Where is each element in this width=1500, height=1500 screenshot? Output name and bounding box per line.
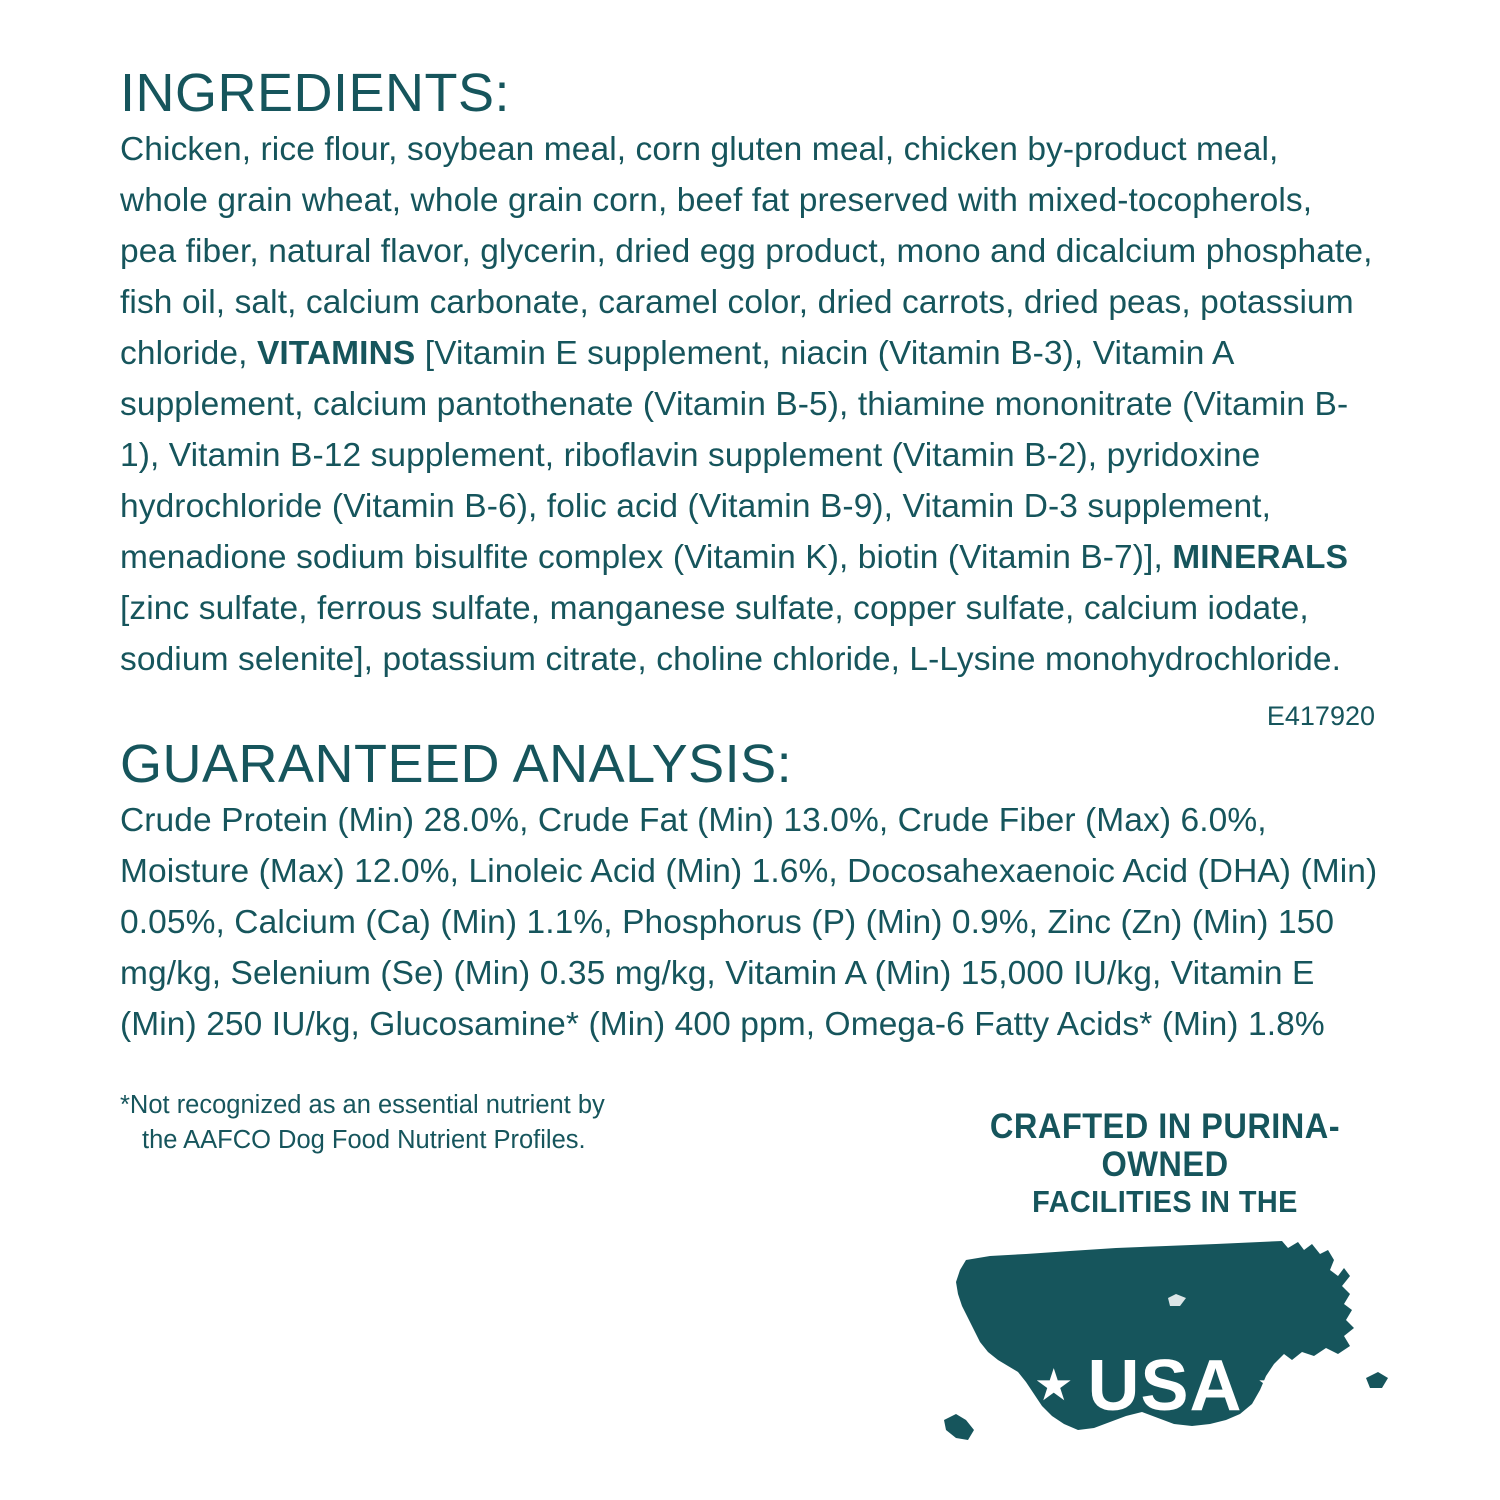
- vitamins-label: VITAMINS: [256, 335, 416, 372]
- footnote-line-1: *Not recognized as an essential nutrient by: [120, 1091, 605, 1119]
- usa-map-icon: [930, 1224, 1400, 1474]
- guaranteed-analysis-heading: GUARANTEED ANALYSIS:: [120, 734, 793, 794]
- minerals-label: MINERALS: [1172, 539, 1349, 576]
- guaranteed-analysis-text: Crude Protein (Min) 28.0%, Crude Fat (Min) 13.0%, Crude Fiber (Max) 6.0%, Moisture (Max) 12.0%, Linoleic Acid (Min) 1.6%, Docosahexaenoic Acid (DHA) (Min) 0.05%, Calcium (Ca) (Min) 1.1%, Phosphorus (P) (Min) 0.9%, Zinc (Zn) (Min) 150 mg/kg, Selenium (Se) (Min) 0.35 mg/kg, Vitamin A (Min) 15,000 IU/kg, Vitamin E (Min) 250 IU/kg, Glucosamine* (Min) 400 ppm, Omega-6 Fatty Acids* (Min) 1.8%: [120, 802, 1378, 1043]
- ingredients-code: E417920: [1266, 701, 1375, 731]
- usa-badge: [930, 1108, 1400, 1474]
- footnote-line-2: the AAFCO Dog Food Nutrient Profiles.: [142, 1126, 586, 1154]
- star-left-icon: ★: [1034, 1361, 1074, 1410]
- ingredients-text-part-2: [Vitamin E supplement, niacin (Vitamin B-3), Vitamin A supplement, calcium pantothenate (Vitamin B-5), thiamine mononitrate (Vitamin B-1), Vitamin B-12 supplement, riboflavin supplement (Vitamin B-2), pyridoxine hydrochloride (Vitamin B-6), folic acid (Vitamin B-9), Vitamin D-3 supplement, menadione sodium bisulfite complex (Vitamin K), biotin (Vitamin B-7)],: [120, 335, 1349, 576]
- usa-map-wrap: [930, 1224, 1400, 1474]
- ingredients-text-part-1: Chicken, rice flour, soybean meal, corn gluten meal, chicken by-product meal, whole grain wheat, whole grain corn, beef fat preserved with mixed-tocopherols, pea fiber, natural flavor, glycerin, dried egg product, mono and dicalcium phosphate, fish oil, salt, calcium carbonate, caramel color, dried carrots, dried peas, potassium chloride,: [120, 131, 1373, 372]
- badge-line-1: CRAFTED IN PURINA-OWNED: [989, 1107, 1341, 1184]
- ingredients-heading: INGREDIENTS:: [120, 63, 511, 123]
- ingredients-text-part-3: [zinc sulfate, ferrous sulfate, manganese sulfate, copper sulfate, calcium iodate, sodium selenite], potassium citrate, choline chloride, L-Lysine monohydrochloride.: [120, 590, 1342, 678]
- badge-line-2: FACILITIES IN THE: [1032, 1184, 1298, 1219]
- usa-wordmark: USA: [1087, 1346, 1243, 1426]
- star-right-icon: ★: [1256, 1361, 1296, 1410]
- ingredients-text: [120, 124, 1375, 685]
